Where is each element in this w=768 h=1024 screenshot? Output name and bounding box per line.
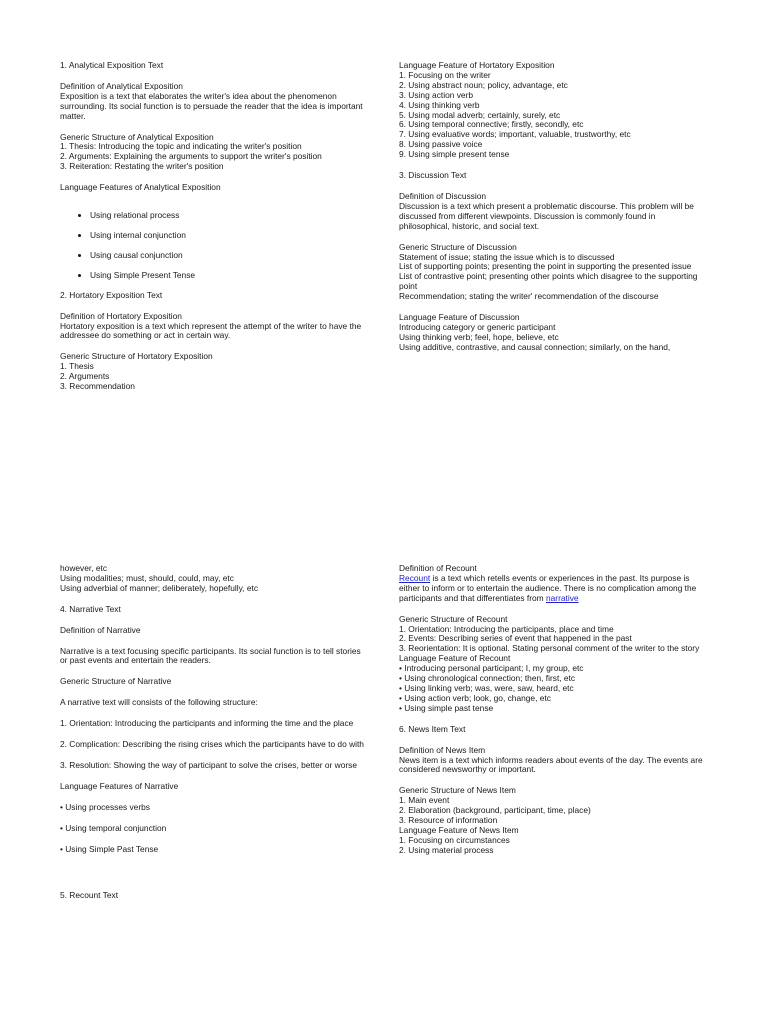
section-title: 3. Discussion Text xyxy=(399,170,467,181)
paragraph-line: List of supporting points; presenting the point in supporting the presented issue xyxy=(399,261,692,272)
subsection-title: Language Feature of Recount xyxy=(399,653,511,664)
paragraph-line: Statement of issue; stating the issue which is to discussed xyxy=(399,251,615,262)
list-item: 3. Reorientation: It is optional. Stating personal comment of the writer to the story xyxy=(399,643,700,654)
section-title: 6. News Item Text xyxy=(399,723,466,734)
list-item: 1. Focusing on the writer xyxy=(399,69,491,80)
list-item: • Using Simple Past Tense xyxy=(60,843,159,854)
list-item: • Using Simple Present Tense xyxy=(90,271,380,281)
paragraph-line: News item is a text which informs readers about events of the day. The events are xyxy=(399,754,703,765)
list-item: • Using causal conjunction xyxy=(90,251,380,261)
subsection-title: Language Feature of News Item xyxy=(399,824,519,835)
paragraph-line: Introducing category or generic participant xyxy=(399,321,556,332)
section-title: 5. Recount Text xyxy=(60,889,119,900)
list-item: 1. Main event xyxy=(399,795,450,806)
list-item: 1. Orientation: Introducing the participants and informing the time and the place xyxy=(60,718,354,729)
paragraph-line: Exposition is a text that elaborates the writer's idea about the phenomenon xyxy=(60,90,337,101)
top-right-column xyxy=(399,61,719,353)
subsection-title: Generic Structure of Analytical Exposition xyxy=(60,131,214,142)
list-item: 1. Orientation: Introducing the participants, place and time xyxy=(399,623,614,634)
list-item: • Introducing personal participant; I, my group, etc xyxy=(399,663,584,674)
recount-link[interactable]: Recount xyxy=(399,572,431,583)
subsection-title: Definition of News Item xyxy=(399,744,486,755)
subsection-title: Generic Structure of Discussion xyxy=(399,241,517,252)
paragraph-line: Hortatory exposition is a text which represent the attempt of the writer to have the xyxy=(60,320,362,331)
subsection-title: Definition of Analytical Exposition xyxy=(60,80,183,91)
section-title: 2. Hortatory Exposition Text xyxy=(60,289,163,300)
subsection-title: Language Feature of Hortatory Exposition xyxy=(399,60,555,70)
paragraph-line: Recommendation; stating the writer' recommendation of the discourse xyxy=(399,291,659,302)
paragraph-line: Narrative is a text focusing specific participants. Its social function is to tell stories xyxy=(60,645,361,656)
list-item: 3. Using action verb xyxy=(399,89,474,100)
list-item: 6. Using temporal connective; firstly, secondly, etc xyxy=(399,119,584,130)
list-item: 1. Thesis xyxy=(60,361,94,372)
paragraph-line: however, etc xyxy=(60,563,108,573)
paragraph-line: List of contrastive point; presenting other points which disagree to the supporting xyxy=(399,271,698,282)
paragraph-line: Using additive, contrastive, and causal connection; similarly, on the hand, xyxy=(399,341,671,352)
list-item: 5. Using modal adverb; certainly, surely, etc xyxy=(399,109,561,120)
list-item: 8. Using passive voice xyxy=(399,139,483,150)
list-item: 9. Using simple present tense xyxy=(399,149,510,160)
bottom-left-column xyxy=(60,564,380,900)
paragraph-text: participants and that differentiates from xyxy=(399,592,546,603)
subsection-title: Definition of Recount xyxy=(399,563,477,573)
list-item: 3. Recommendation xyxy=(60,381,135,392)
paragraph-line: surrounding. Its social function is to persuade the reader that the idea is important xyxy=(60,100,363,111)
top-left-column xyxy=(60,61,380,392)
subsection-title: Definition of Hortatory Exposition xyxy=(60,310,182,321)
list-item: 7. Using evaluative words; important, valuable, trustworthy, etc xyxy=(399,129,631,140)
subsection-title: Language Features of Analytical Exposition xyxy=(60,182,221,193)
paragraph-line: point xyxy=(399,281,418,292)
bullet-list xyxy=(60,211,380,281)
subsection-title: Language Features of Narrative xyxy=(60,780,179,791)
list-item: • Using relational process xyxy=(90,211,380,221)
paragraph-line: Using adverbial of manner; deliberately, hopefully, etc xyxy=(60,582,259,593)
list-item: 2. Events: Describing series of event that happened in the past xyxy=(399,633,632,644)
section-title: 1. Analytical Exposition Text xyxy=(60,60,164,70)
subsection-title: Generic Structure of Hortatory Exposition xyxy=(60,351,213,362)
paragraph-line: discussed from different viewpoints. Discussion is commonly found in xyxy=(399,210,656,221)
section-title: 4. Narrative Text xyxy=(60,603,121,614)
paragraph-line: or past events and entertain the readers. xyxy=(60,655,211,666)
paragraph-line: considered newsworthy or important. xyxy=(399,764,536,775)
subsection-title: Definition of Narrative xyxy=(60,624,141,635)
paragraph-line: Discussion is a text which present a problematic discourse. This problem will be xyxy=(399,200,694,211)
list-item: • Using chronological connection; then, first, etc xyxy=(399,673,576,684)
paragraph-line xyxy=(399,594,719,604)
list-item: 2. Complication: Describing the rising crises which the participants have to do with xyxy=(60,739,364,750)
list-item: • Using processes verbs xyxy=(60,801,150,812)
paragraph-line: A narrative text will consists of the following structure: xyxy=(60,697,258,708)
subsection-title: Generic Structure of Narrative xyxy=(60,676,172,687)
paragraph-line: either to inform or to entertain the audience. There is no complication among the xyxy=(399,582,697,593)
list-item: 2. Elaboration (background, participant, time, place) xyxy=(399,805,591,816)
list-item: • Using linking verb; was, were, saw, heard, etc xyxy=(399,682,574,693)
list-item: 2. Arguments xyxy=(60,371,110,382)
bottom-right-column xyxy=(399,564,719,856)
subsection-title: Language Feature of Discussion xyxy=(399,312,520,323)
paragraph-line: matter. xyxy=(60,110,86,121)
narrative-link[interactable]: narrative xyxy=(545,592,579,603)
paragraph-line: Using modalities; must, should, could, may, etc xyxy=(60,572,234,583)
paragraph-text: is a text which retells events or experiences in the past. Its purpose is xyxy=(430,572,690,583)
paragraph-line: Using thinking verb; feel, hope, believe, etc xyxy=(399,331,559,342)
paragraph-line: addressee do something or act in certain way. xyxy=(60,330,231,341)
list-item: 2. Arguments: Explaining the arguments to support the writer's position xyxy=(60,151,322,162)
list-item: 3. Reiteration: Restating the writer's position xyxy=(60,161,224,172)
list-item: 2. Using material process xyxy=(399,844,494,855)
paragraph-line: philosophical, historic, and social text. xyxy=(399,220,540,231)
list-item: 1. Focusing on circumstances xyxy=(399,834,510,845)
subsection-title: Definition of Discussion xyxy=(399,190,487,201)
subsection-title: Generic Structure of Recount xyxy=(399,613,508,624)
list-item: • Using action verb; look, go, change, etc xyxy=(399,692,551,703)
list-item: 4. Using thinking verb xyxy=(399,99,480,110)
list-item: • Using temporal conjunction xyxy=(60,822,167,833)
subsection-title: Generic Structure of News Item xyxy=(399,785,516,796)
list-item: • Using simple past tense xyxy=(399,702,494,713)
list-item: 3. Resource of information xyxy=(399,815,498,826)
list-item: • Using internal conjunction xyxy=(90,231,380,241)
list-item: 3. Resolution: Showing the way of participant to solve the crises, better or worse xyxy=(60,759,357,770)
list-item: 2. Using abstract noun; policy, advantage, etc xyxy=(399,79,568,90)
list-item: 1. Thesis: Introducing the topic and indicating the writer's position xyxy=(60,141,302,152)
